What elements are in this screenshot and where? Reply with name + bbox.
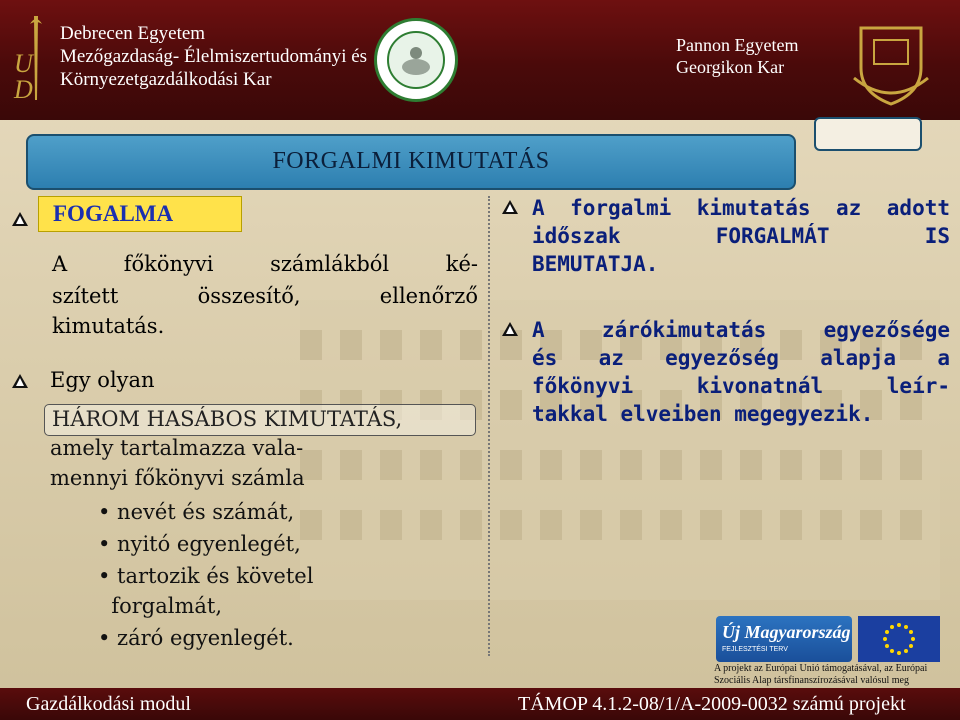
- background-window: [540, 510, 562, 540]
- background-window: [500, 450, 522, 480]
- background-window: [900, 510, 922, 540]
- eu-note-line-1: A projekt az Európai Unió támogatásával, az Európai: [714, 663, 928, 674]
- bullet-item-1: • nevét és számát,: [98, 500, 295, 524]
- harom-hasabos-box: [44, 404, 476, 436]
- definition-line-2: [52, 284, 478, 308]
- pannon-university-name: [676, 34, 798, 78]
- debrecen-university-name: [60, 22, 367, 91]
- background-window: [700, 510, 722, 540]
- background-window: [820, 450, 842, 480]
- word: az: [836, 196, 862, 220]
- right-para2-line-1: [532, 318, 950, 342]
- definition-line-3: [52, 314, 478, 338]
- seal-inner-ring: [387, 31, 445, 89]
- background-window: [380, 450, 402, 480]
- body-line-1: amely tartalmazza vala-: [50, 436, 304, 460]
- word: egyezőség: [665, 346, 779, 370]
- bullet-item-2: • nyitó egyenlegét,: [98, 532, 301, 556]
- word: kimutatás.: [52, 314, 165, 338]
- word: összesítő,: [197, 284, 301, 308]
- seal-figure-icon: [389, 33, 443, 87]
- footer-project-id: TÁMOP 4.1.2-08/1/A-2009-0032 számú projekt: [518, 693, 906, 715]
- background-window: [660, 510, 682, 540]
- background-window: [460, 450, 482, 480]
- background-window: [420, 450, 442, 480]
- word: alapja: [820, 346, 897, 370]
- header-left-line-1: Debrecen Egyetem: [60, 23, 206, 44]
- eu-flag-icon: [858, 616, 940, 662]
- background-window: [340, 510, 362, 540]
- slide-title: FORGALMI KIMUTATÁS: [272, 148, 550, 174]
- word: főkönyvi: [532, 374, 634, 398]
- right-para1-line-2: [532, 224, 950, 248]
- bullet-item-4: • záró egyenlegét.: [98, 626, 294, 650]
- background-window: [300, 510, 322, 540]
- definition-line-1: [52, 252, 478, 276]
- svg-text:D: D: [14, 75, 33, 104]
- word: takkal elveiben megegyezik.: [532, 402, 874, 426]
- bullet-item-3-continuation: forgalmát,: [98, 594, 223, 618]
- uj-magyarorszag-logo-icon: [716, 616, 852, 662]
- body-line-2: mennyi főkönyvi számla: [50, 466, 305, 490]
- right-para2-line-3: [532, 374, 950, 398]
- word: főkönyvi: [123, 252, 214, 276]
- word: ké-: [445, 252, 478, 276]
- background-window: [860, 450, 882, 480]
- eu-funding-note: [714, 663, 954, 687]
- background-window: [460, 510, 482, 540]
- word: A: [52, 252, 68, 276]
- triangle-bullet-icon: [502, 322, 518, 336]
- background-window: [540, 450, 562, 480]
- right-para2-line-2: [532, 346, 950, 370]
- word: forgalmi: [570, 196, 672, 220]
- background-window: [380, 510, 402, 540]
- word: szített: [52, 284, 119, 308]
- word: FORGALMÁT: [715, 224, 830, 248]
- fogalma-heading-box: [38, 196, 242, 232]
- header-banner: [0, 0, 960, 120]
- word: zárókimutatás: [601, 318, 767, 342]
- pannon-university-crest-icon: [846, 18, 936, 108]
- word: BEMUTATJA.: [532, 252, 659, 276]
- header-left-line-2: Mezőgazdaság- Élelmiszertudományi és: [60, 46, 368, 67]
- word: A: [532, 318, 545, 342]
- background-window: [780, 450, 802, 480]
- background-window: [420, 510, 442, 540]
- bullet-item-3: • tartozik és követel: [98, 564, 314, 588]
- word: kivonatnál: [696, 374, 824, 398]
- background-window: [860, 510, 882, 540]
- right-para1-line-3: [532, 252, 950, 276]
- word: egyezősége: [823, 318, 950, 342]
- background-window: [740, 450, 762, 480]
- background-window: [500, 390, 522, 420]
- word: időszak: [532, 224, 621, 248]
- fogalma-heading: FOGALMA: [53, 201, 174, 226]
- background-window: [820, 510, 842, 540]
- column-divider: [488, 196, 490, 656]
- debrecen-university-logo-icon: [6, 10, 56, 110]
- background-window: [620, 510, 642, 540]
- header-right-line-1: Pannon Egyetem: [676, 35, 799, 55]
- triangle-bullet-icon: [502, 200, 518, 214]
- top-right-frame: [814, 117, 922, 151]
- background-window: [740, 510, 762, 540]
- background-window: [500, 510, 522, 540]
- header-right-line-2: Georgikon Kar: [676, 57, 785, 77]
- word: kimutatás: [696, 196, 811, 220]
- background-window: [660, 450, 682, 480]
- harom-hasabos-text: HÁROM HASÁBOS KIMUTATÁS,: [52, 407, 403, 431]
- background-window: [620, 450, 642, 480]
- uj-magyarorszag-title: Új Magyarország: [722, 622, 851, 642]
- triangle-bullet-icon: [12, 374, 28, 388]
- word: a: [937, 346, 950, 370]
- word: az: [598, 346, 624, 370]
- footer-bar: [0, 688, 960, 720]
- background-window: [780, 510, 802, 540]
- word: leír-: [886, 374, 950, 398]
- word: számlákból: [270, 252, 390, 276]
- background-window: [340, 450, 362, 480]
- footer-module-name: Gazdálkodási modul: [26, 693, 191, 715]
- right-para2-line-4: [532, 402, 950, 426]
- faculty-seal-icon: [374, 18, 458, 102]
- eu-note-line-2: Szociális Alap társfinanszírozásával valósul meg: [714, 675, 909, 686]
- background-window: [700, 450, 722, 480]
- header-left-line-3: Környezetgazdálkodási Kar: [60, 69, 272, 90]
- background-window: [900, 450, 922, 480]
- word: és: [532, 346, 558, 370]
- background-window: [580, 450, 602, 480]
- background-window: [580, 510, 602, 540]
- word: IS: [924, 224, 950, 248]
- right-para1-line-1: [532, 196, 950, 220]
- egy-olyan-text: Egy olyan: [50, 368, 155, 392]
- triangle-bullet-icon: [12, 212, 28, 226]
- svg-text:U: U: [14, 49, 33, 78]
- word: A: [532, 196, 545, 220]
- title-bar: [26, 134, 796, 190]
- uj-magyarorszag-subtitle: FEJLESZTÉSI TERV: [722, 646, 788, 653]
- word: adott: [886, 196, 950, 220]
- word: ellenőrző: [379, 284, 478, 308]
